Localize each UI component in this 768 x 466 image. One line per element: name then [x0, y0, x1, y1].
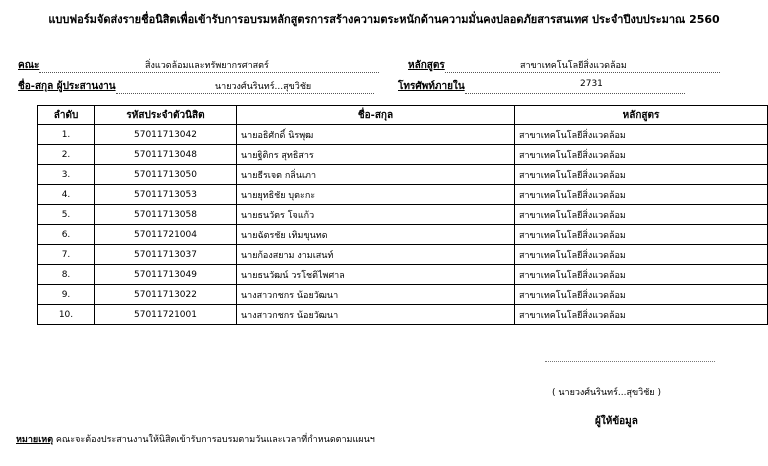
table-body: [38, 125, 768, 325]
table-row: [38, 205, 768, 225]
cell-full-name: นายฉัตรชัย เทิมขุนทด: [237, 225, 515, 245]
cell-program: สาขาเทคโนโลยีสิ่งแวดล้อม: [515, 305, 768, 325]
signature-name: ( นายวงศ์นรินทร์...สุขวิชัย ): [552, 388, 661, 398]
program-value: สาขาเทคโนโลยีสิ่งแวดล้อม: [520, 61, 627, 71]
cell-program: สาขาเทคโนโลยีสิ่งแวดล้อม: [515, 145, 768, 165]
table-row: [38, 125, 768, 145]
cell-order: 5.: [38, 205, 95, 225]
table-row: [38, 145, 768, 165]
cell-full-name: นายธนวัฒน์ วรโชติไพศาล: [237, 265, 515, 285]
cell-student-id: 57011713049: [95, 265, 237, 285]
table-header-row: [38, 106, 768, 125]
faculty-value: สิ่งแวดล้อมและทรัพยากรศาสตร์: [145, 61, 269, 71]
footnote-label: หมายเหตุ: [16, 435, 54, 445]
cell-student-id: 57011713037: [95, 245, 237, 265]
cell-student-id: 57011721001: [95, 305, 237, 325]
phone-row: [398, 79, 685, 94]
header-program: หลักสูตร: [515, 106, 768, 125]
cell-order: 2.: [38, 145, 95, 165]
cell-student-id: 57011713042: [95, 125, 237, 145]
program-label: หลักสูตร: [408, 60, 445, 71]
cell-student-id: 57011713022: [95, 285, 237, 305]
form-title: แบบฟอร์มจัดส่งรายชื่อนิสิตเพื่อเข้ารับการอบรมหลักสูตรการสร้างความตระหนักด้านความมั่นคงปลอดภัยสารสนเทศ ประจำปีงบประมาณ 2560: [48, 13, 720, 26]
cell-program: สาขาเทคโนโลยีสิ่งแวดล้อม: [515, 185, 768, 205]
table-row: [38, 265, 768, 285]
cell-order: 4.: [38, 185, 95, 205]
table-row: [38, 285, 768, 305]
cell-program: สาขาเทคโนโลยีสิ่งแวดล้อม: [515, 285, 768, 305]
cell-full-name: นายธีรเจต กลิ่นเภา: [237, 165, 515, 185]
cell-program: สาขาเทคโนโลยีสิ่งแวดล้อม: [515, 205, 768, 225]
cell-program: สาขาเทคโนโลยีสิ่งแวดล้อม: [515, 165, 768, 185]
coordinator-value: นายวงศ์นรินทร์...สุขวิชัย: [215, 82, 312, 92]
cell-order: 7.: [38, 245, 95, 265]
cell-full-name: นางสาวกชกร น้อยวัฒนา: [237, 305, 515, 325]
footnote: [16, 432, 375, 446]
cell-order: 10.: [38, 305, 95, 325]
phone-value: 2731: [580, 79, 603, 89]
cell-student-id: 57011713053: [95, 185, 237, 205]
cell-program: สาขาเทคโนโลยีสิ่งแวดล้อม: [515, 125, 768, 145]
table-row: [38, 185, 768, 205]
cell-order: 8.: [38, 265, 95, 285]
student-table: [37, 105, 768, 325]
coordinator-row: [18, 79, 374, 94]
cell-order: 1.: [38, 125, 95, 145]
cell-student-id: 57011713048: [95, 145, 237, 165]
header-full-name: ชื่อ-สกุล: [237, 106, 515, 125]
signature-role: ผู้ให้ข้อมูล: [595, 416, 638, 427]
cell-full-name: นายธนวัตร โจแก้ว: [237, 205, 515, 225]
table-row: [38, 245, 768, 265]
faculty-label: คณะ: [18, 60, 40, 71]
table-row: [38, 165, 768, 185]
cell-full-name: นายยุทธิชัย บุตะกะ: [237, 185, 515, 205]
cell-full-name: นายอธิศักดิ์ นิรพุฒ: [237, 125, 515, 145]
cell-order: 6.: [38, 225, 95, 245]
phone-dotted-line: [465, 81, 685, 94]
cell-program: สาขาเทคโนโลยีสิ่งแวดล้อม: [515, 225, 768, 245]
cell-student-id: 57011721004: [95, 225, 237, 245]
phone-label: โทรศัพท์ภายใน: [398, 81, 465, 92]
cell-order: 3.: [38, 165, 95, 185]
cell-program: สาขาเทคโนโลยีสิ่งแวดล้อม: [515, 265, 768, 285]
cell-program: สาขาเทคโนโลยีสิ่งแวดล้อม: [515, 245, 768, 265]
signature-line: [545, 360, 715, 362]
cell-full-name: นายก้องสยาม งามเสนท์: [237, 245, 515, 265]
cell-full-name: นายฐิติกร สุทธิสาร: [237, 145, 515, 165]
footnote-text: คณะจะต้องประสานงานให้นิสิตเข้ารับการอบรมตามวันและเวลาที่กำหนดตามแผนฯ: [53, 435, 375, 445]
cell-order: 9.: [38, 285, 95, 305]
cell-student-id: 57011713050: [95, 165, 237, 185]
table-row: [38, 305, 768, 325]
cell-student-id: 57011713058: [95, 205, 237, 225]
header-order: ลำดับ: [38, 106, 95, 125]
header-student-id: รหัสประจำตัวนิสิต: [95, 106, 237, 125]
coordinator-label: ชื่อ-สกุล ผู้ประสานงาน: [18, 81, 116, 92]
cell-full-name: นางสาวกชกร น้อยวัฒนา: [237, 285, 515, 305]
table-row: [38, 225, 768, 245]
